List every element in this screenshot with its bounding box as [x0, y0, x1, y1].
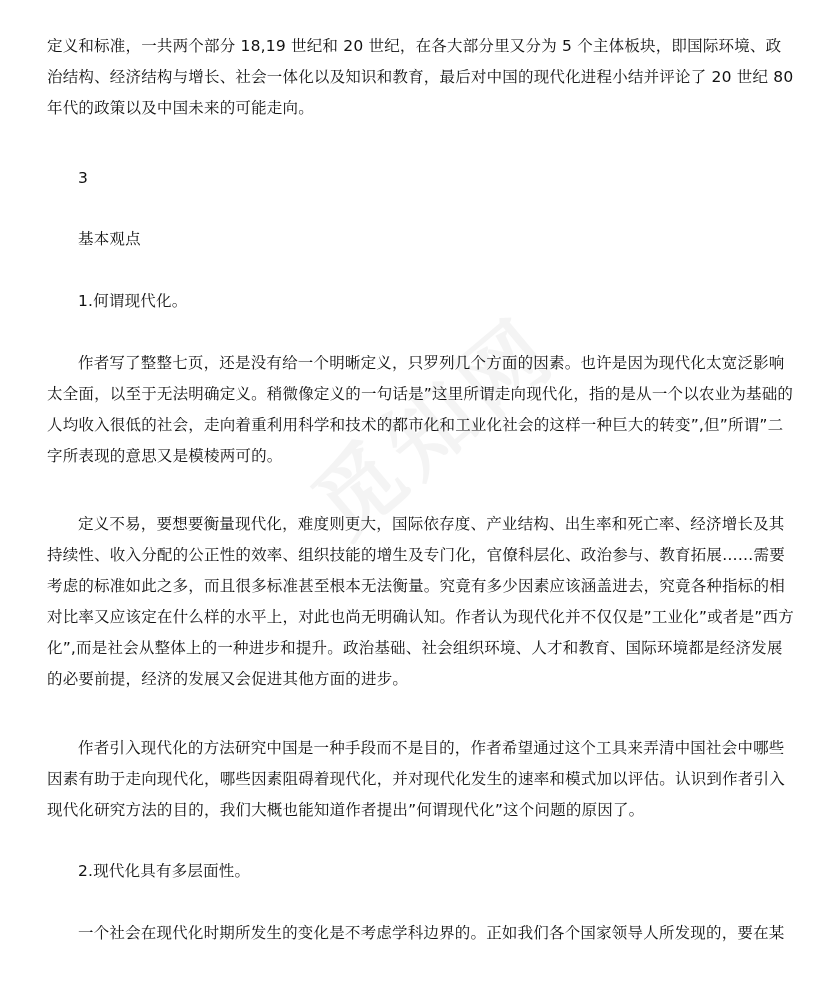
section-title: 基本观点 — [78, 230, 141, 248]
paragraph-intro-continuation: 定义和标准，一共两个部分 18,19 世纪和 20 世纪，在各大部分里又分为 5 个主体板块，即国际环境、政治结构、经济结构与增长、社会一体化以及知识和教育，最后对中国的现代化进程小结并评论了 20 世纪 80 年代的政策以及中国未来的可能走向。 — [47, 37, 794, 117]
paragraph-disciplinary-boundaries: 一个社会在现代化时期所发生的变化是不考虑学科边界的。正如我们各个国家领导人所发现的，要在某 — [78, 924, 785, 942]
section-number: 3 — [78, 169, 89, 187]
paragraph-definition: 作者写了整整七页，还是没有给一个明晰定义，只罗列几个方面的因素。也许是因为现代化太宽泛影响太全面，以至于无法明确定义。稍微像定义的一句话是”这里所谓走向现代化，指的是从一个以农业为基础的人均收入很低的社会，走向着重利用科学和技术的都市化和工业化社会的这样一种巨大的转变”,但”所谓”二字所表现的意思又是模棱两可的。 — [47, 354, 794, 465]
subheading-multi-level: 2.现代化具有多层面性。 — [78, 862, 251, 880]
subheading-what-is-modernization: 1.何谓现代化。 — [78, 292, 188, 310]
paragraph-method-purpose: 作者引入现代化的方法研究中国是一种手段而不是目的，作者希望通过这个工具来弄清中国社会中哪些因素有助于走向现代化，哪些因素阻碍着现代化，并对现代化发生的速率和模式加以评估。认识到作者引入现代化研究方法的目的，我们大概也能知道作者提出”何谓现代化”这个问题的原因了。 — [47, 739, 785, 819]
paragraph-measurement: 定义不易，要想要衡量现代化，难度则更大，国际依存度、产业结构、出生率和死亡率、经济增长及其持续性、收入分配的公正性的效率、组织技能的增生及专门化，官僚科层化、政治参与、教育拓展……需要考虑的标准如此之多，而且很多标准甚至根本无法衡量。究竟有多少因素应该涵盖进去，究竟各种指标的相对比率又应该定在什么样的水平上，对此也尚无明确认知。作者认为现代化并不仅仅是”工业化”或者是”西方化”,而是社会从整体上的一种进步和提升。政治基础、社会组织环境、人才和教育、国际环境都是经济发展的必要前提，经济的发展又会促进其他方面的进步。 — [47, 515, 794, 688]
